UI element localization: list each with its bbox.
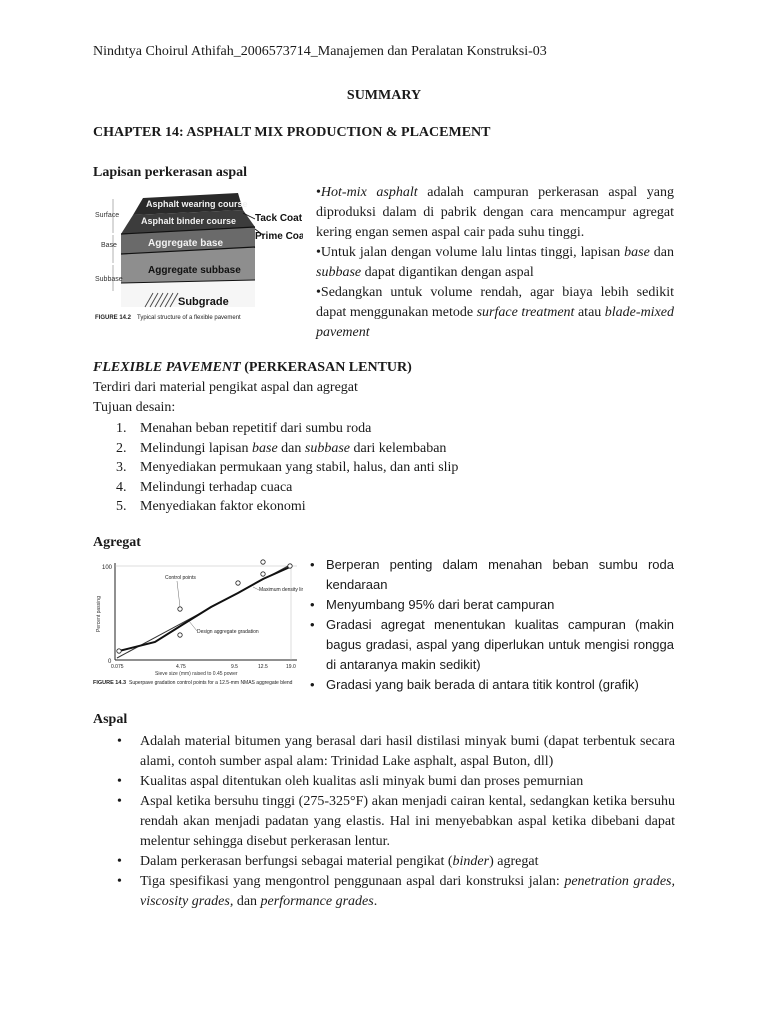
list-item: •Hot-mix asphalt adalah campuran perkerasan aspal yang diproduksi dalam di pabrik dengan cara mencampur agregat kering engan semen aspal cair pada suhu tinggi. (316, 185, 674, 240)
control-point (236, 581, 240, 585)
x-tick-label: 4.75 (176, 664, 186, 670)
layer-label: Asphalt binder course (141, 216, 237, 226)
list-item: • Adalah material bitumen yang berasal dari hasil distilasi minyak bumi (dapat terbentuk secara alami, contoh sumber aspal alam: Trinidad Lake asphalt, aspal Buton, dll) (117, 734, 675, 769)
section-heading-flexible-pavement: FLEXIBLE PAVEMENT (PERKERASAN LENTUR) (93, 360, 412, 375)
y-axis-label: Percent passing (96, 596, 102, 632)
x-tick-label: 0.075 (111, 664, 124, 670)
tack-coat-callout: Tack Coat (255, 213, 303, 224)
side-label: Surface (95, 212, 120, 219)
chart-annotation: Design aggregate gradation (197, 629, 259, 635)
chapter-title: CHAPTER 14: ASPHALT MIX PRODUCTION & PLACEMENT (93, 125, 491, 140)
lapisan-bullets (316, 183, 674, 343)
figure-caption-label: FIGURE 14.3 (93, 680, 127, 686)
flexible-pavement-description: Terdiri dari material pengikat aspal dan agregat (93, 380, 358, 395)
list-item: • Berperan penting dalam menahan beban sumbu roda kendaraan (310, 557, 674, 592)
x-tick-label: 19.0 (286, 664, 296, 670)
list-item: 4. Melindungi terhadap cuaca (116, 479, 293, 495)
list-item: • Gradasi agregat menentukan kualitas campuran (makin bagus gradasi, aspal yang diperlukan untuk mengisi rongga di antaranya makin sedikit) (310, 617, 674, 672)
y-tick-label: 100 (102, 565, 113, 571)
list-item: • Dalam perkerasan berfungsi sebagai material pengikat (binder) agregat (117, 854, 539, 869)
side-label: Subbase (95, 276, 123, 283)
design-goals-list (116, 419, 676, 517)
control-point (178, 633, 182, 637)
list-item: 5. Menyediakan faktor ekonomi (116, 499, 306, 514)
control-point (117, 649, 121, 653)
list-item: • Gradasi yang baik berada di antara titik kontrol (grafik) (310, 677, 639, 692)
gradation-chart-figure (93, 557, 303, 693)
list-item: • Tiga spesifikasi yang mengontrol penggunaan aspal dari konstruksi jalan: penetration grades, viscosity grades, dan performance grades. (117, 874, 676, 909)
side-label: Base (101, 242, 117, 249)
layer-label: Aggregate subbase (148, 265, 241, 276)
section-heading-aspal: Aspal (93, 712, 128, 727)
list-item: • Menyumbang 95% dari berat campuran (310, 597, 555, 612)
pavement-structure-figure (93, 183, 303, 323)
list-item: 1. Menahan beban repetitif dari sumbu roda (116, 421, 372, 436)
section-heading-agregat: Agregat (93, 535, 141, 550)
y-tick-label: 0 (108, 659, 112, 665)
agregat-bullets (308, 555, 674, 695)
layer-label: Asphalt wearing course (146, 199, 248, 209)
list-item: • Kualitas aspal ditentukan oleh kualitas asli minyak bumi dan proses pemurnian (117, 774, 584, 789)
design-goals-label: Tujuan desain: (93, 400, 176, 415)
x-tick-label: 12.5 (258, 664, 268, 670)
chart-annotation: Control points (165, 575, 196, 581)
summary-title: SUMMARY (346, 88, 422, 103)
x-tick-label: 9.5 (231, 664, 238, 670)
layer-label: Aggregate base (148, 238, 224, 249)
prime-coat-callout: Prime Coat (255, 231, 303, 242)
list-item: 3. Menyediakan permukaan yang stabil, halus, dan anti slip (116, 460, 459, 475)
list-item: •Untuk jalan dengan volume lalu lintas tinggi, lapisan base dan subbase dapat digantikan dengan aspal (316, 245, 674, 280)
figure-caption-text: Superpave gradation control points for a 12.5-mm NMAS aggregate blend (129, 680, 293, 686)
control-point (261, 560, 265, 564)
section-heading-lapisan: Lapisan perkerasan aspal (93, 165, 248, 180)
list-item: 2. Melindungi lapisan base dan subbase dari kelembaban (116, 440, 447, 456)
control-point (178, 607, 182, 611)
layer-label: Subgrade (178, 296, 229, 308)
x-axis-label: Sieve size (mm) raised to 0.45 power (155, 671, 238, 677)
list-item: • Aspal ketika bersuhu tinggi (275-325°F) akan menjadi cairan kental, sedangkan ketika bersuhu rendah akan menjadi padatan yang elastis. Hal ini menyebabkan aspal ketika dibebani dapat melentur sehingga disebut perkerasan lentur. (117, 794, 675, 849)
list-item: •Sedangkan untuk volume rendah, agar biaya lebih sedikit dapat menggunakan metode surface treatment atau blade-mixed pavement (316, 285, 674, 340)
figure-caption-text: Typical structure of a flexible pavement (137, 315, 241, 321)
figure-caption-label: FIGURE 14.2 (95, 315, 132, 321)
aspal-bullets (113, 732, 675, 912)
document-header: Nindıtya Choirul Athifah_2006573714_Manajemen dan Peralatan Konstruksi-03 (93, 44, 547, 59)
control-point (261, 572, 265, 576)
control-point (288, 564, 292, 568)
chart-annotation: Maximum density line (259, 587, 303, 593)
